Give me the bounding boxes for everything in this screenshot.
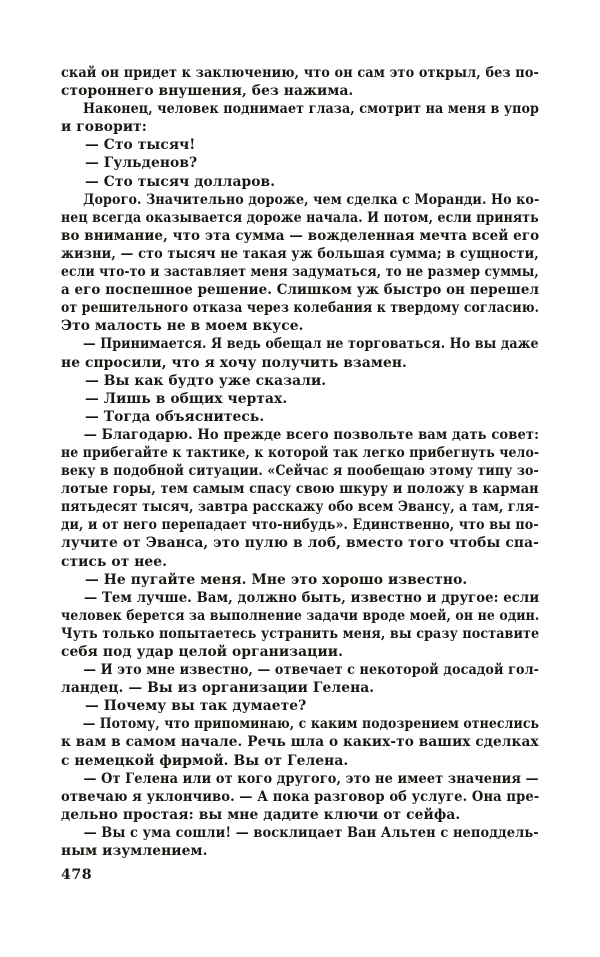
paragraph <box>61 589 539 661</box>
paragraph <box>61 661 539 697</box>
text-line: ным изумлением. <box>61 843 208 860</box>
text-line: а его поспешное решение. Слишком уж быстро он перешел <box>61 282 539 299</box>
text-line: — Тогда объяснитесь. <box>85 408 265 425</box>
text-line: — Сто тысяч! <box>85 137 196 154</box>
paragraph <box>61 770 539 824</box>
text-line: — Вы как будто уже сказали. <box>85 372 327 389</box>
text-line: — Вы с ума сошли! — восклицает Ван Альтен с неподдель- <box>83 824 539 841</box>
paragraph <box>61 191 539 336</box>
text-line: Чуть только попытаетесь устранить меня, вы сразу поставите <box>61 625 540 642</box>
text-line: отвечаю я уклончиво. — А пока разговор об услуге. Она пре- <box>61 788 540 805</box>
text-line: скай он придет к заключению, что он сам это открыл, без по- <box>61 65 539 81</box>
text-line: Это малость не в моем вкусе. <box>61 318 304 335</box>
paragraph <box>61 136 539 154</box>
text-line: ландец. — Вы из организации Гелена. <box>61 680 375 697</box>
text-line: лотые горы, тем самым спасу свою шкуру и положу в карман <box>61 481 539 498</box>
paragraph <box>61 408 539 426</box>
text-line: — И это мне известно, — отвечает с некоторой досадой гол- <box>83 662 540 679</box>
text-line: веку в подобной ситуации. «Сейчас я пообещаю этому типу зо- <box>61 463 539 480</box>
paragraph <box>61 824 539 860</box>
text-line: — Почему вы так думаете? <box>85 698 307 715</box>
text-line: не спросили, что я хочу получить взамен. <box>61 354 407 371</box>
text-line: — Не пугайте меня. Мне это хорошо известно. <box>85 571 468 588</box>
paragraph <box>61 571 539 589</box>
text-line: — Потому, что припоминаю, с каким подозрением отнеслись <box>82 716 540 733</box>
text-line: Дорого. Значительно дороже, чем сделка с Моранди. Но ко- <box>83 191 540 208</box>
text-line: не прибегайте к тактике, к которой так легко прибегнуть чело- <box>61 444 540 461</box>
text-line: — Сто тысяч долларов. <box>85 173 276 190</box>
page-text <box>61 64 539 860</box>
paragraph <box>61 64 539 100</box>
paragraph <box>61 715 539 769</box>
paragraph <box>61 697 539 715</box>
text-line: — Лишь в общих чертах. <box>85 390 288 407</box>
text-line: себя под удар целой организации. <box>61 644 344 660</box>
text-line: — Гульденов? <box>85 155 198 172</box>
text-line: дельно простая: вы мне дадите ключи от сейфа. <box>61 806 461 823</box>
text-line: лучите от Эванса, это пулю в лоб, вместо того чтобы спа- <box>61 535 539 552</box>
text-line: — Благодарю. Но прежде всего позвольте вам дать совет: <box>83 426 540 443</box>
paragraph <box>61 100 539 136</box>
text-line: — От Гелена или от кого другого, это не имеет значения — <box>83 770 539 787</box>
text-line: человек берется за выполнение задачи вроде моей, он не один. <box>61 607 540 624</box>
text-line: нец всегда оказывается дороже начала. И потом, если принять <box>61 209 539 226</box>
text-line: во внимание, что эта сумма — вожделенная мечта всей его <box>61 227 540 244</box>
text-line: стороннего внушения, без нажима. <box>61 83 354 100</box>
text-line: жизни, — сто тысяч не такая уж большая сумма; в сущности, <box>61 245 539 262</box>
text-line: и говорит: <box>61 119 148 136</box>
paragraph <box>61 173 539 191</box>
text-line: от решительного отказа через колебания к твердому согласию. <box>61 300 540 317</box>
paragraph <box>61 372 539 390</box>
paragraph <box>61 426 539 571</box>
page-number: 478 <box>61 867 93 883</box>
text-line: Наконец, человек поднимает глаза, смотрит на меня в упор <box>83 101 539 118</box>
text-line: к вам в самом начале. Речь шла о каких-то ваших сделках <box>61 734 539 751</box>
paragraph <box>61 154 539 172</box>
text-line: — Тем лучше. Вам, должно быть, известно и другое: если <box>83 589 540 606</box>
text-line: пятьдесят тысяч, завтра расскажу обо всем Эвансу, а там, гля- <box>61 499 540 516</box>
text-line: стись от нее. <box>61 553 168 570</box>
paragraph <box>61 390 539 408</box>
text-line: с немецкой фирмой. Вы от Гелена. <box>61 752 349 769</box>
text-line: ди, и от него перепадает что-нибудь». Единственно, что вы по- <box>61 517 539 534</box>
text-line: — Принимается. Я ведь обещал не торговаться. Но вы даже <box>82 336 539 353</box>
text-line: если что-то и заставляет меня задуматься, то не размер суммы, <box>61 264 539 281</box>
paragraph <box>61 335 539 371</box>
